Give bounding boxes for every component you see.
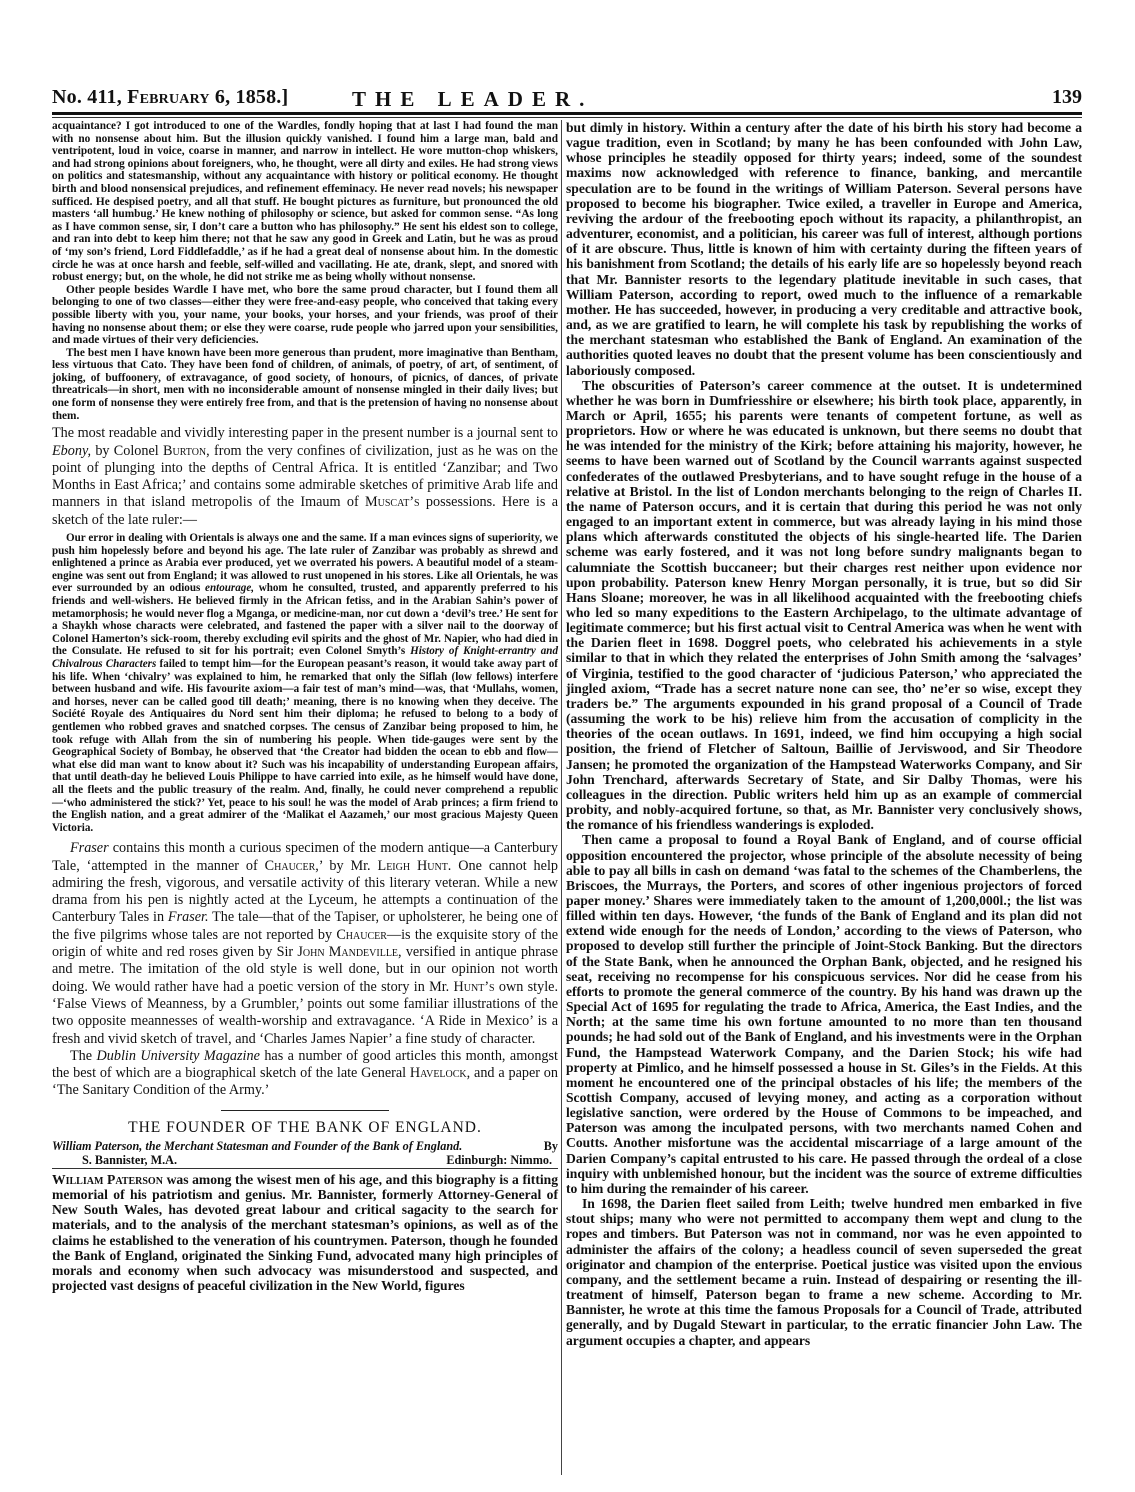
review-text-2 — [52, 840, 558, 1099]
italic-word: entourage, — [205, 582, 255, 595]
article-byline — [52, 1139, 558, 1153]
text: failed to tempt him—for the European peasant’s reason, it would take away part of his life. When ‘chivalry’ was explained to him, he remarked that only the Siflah (low fellows) interfere between husband and wife. His favourite axiom—a fair test of man’s mind—was, that ‘Mullahs, women, and horses, never can be called good till death;’ meaning, there is no knowing when they deceive. The Société Royale des Antiquaires du Nord sent him their diploma; he refused to belong to a body of gentlemen who robbed graves and snatched corpses. The census of Zanzibar being proposed to him, he took refuge with Allah from the sin of numbering his people. When tide-gauges were sent by the Geographical Society of Bombay, he observed that ‘the Creator had bidden the ocean to ebb and flow—what else did man want to know about it? Such was his incapability of understanding European affairs, that until death-day he believed Louis Philippe to have carried into exile, as he himself would have done, all the fleets and the public treasury of the realm. And, finally, he could never comprehend a republic—‘who administered the stick?’ Yet, peace to his soul! he was the model of Arab princes; a firm friend to the English nation, and a great admirer of the ‘Malikat el Aazameh,’ our most gracious Majesty Queen Victoria. — [52, 657, 558, 834]
text: ’ by Mr. — [318, 857, 378, 874]
right-column — [566, 120, 1082, 1348]
quote-paragraph — [52, 532, 558, 834]
lead-name: William Paterson — [52, 1171, 163, 1187]
journal-title: Fraser. — [167, 909, 209, 926]
article-paragraph — [52, 1172, 558, 1294]
author-name: John Mandeville, — [297, 944, 402, 961]
text: versified in antique phrase and metre. The imitation of the old style is well done, but in our opinion not worth doing. We would rather have had a poetic version of the story in Mr. — [52, 944, 558, 995]
article-paragraph: In 1698, the Darien fleet sailed from Leith; twelve hundred men embarked in five stout ships; many who were not permitted to accompany them wept and clung to the ropes and timbers. But Paterson was not in command, nor was he even appointed to administer the affairs of the colony; a headless council of seven superseded the great originator and champion of the enterprise. Poetical justice was visited upon the envious company, and the settlement became a ruin. Instead of despairing or resenting the ill-treatment of himself, Paterson began to frame a new scheme. According to Mr. Bannister, he wrote at this time the famous Proposals for a Council of Trade, attributed generally, and by Dugald Stewart in particular, to the erratic financier John Law. The argument occupies a chapter, and appears — [566, 1196, 1082, 1348]
article-heading: THE FOUNDER OF THE BANK OF ENGLAND. — [128, 1118, 482, 1136]
article-paragraph: but dimly in history. Within a century after the date of his birth his story had become a vague tradition, even in Scotland; by many he has been confounded with John Law, whose principles he steadily opposed for thirty years; indeed, some of the soundest maxims now acknowledged with reference to finance, banking, and mercantile speculation are to be found in the writings of William Paterson. Several persons have proposed to become his biographer. Twice exiled, a traveller in Europe and America, reviving the ardour of the freebooting epoch without its rapacity, a philanthropist, an adventurer, economist, and a politician, his career was full of interest, although portions of it are obscure. Thus, little is known of him with certainty during the fifteen years of his banishment from Scotland; the details of his early life are so hopelessly beyond reach that Mr. Bannister resorts to the legendary platitude inevitable in such cases, that William Paterson, according to report, owed much to the influence of a remarkable mother. He has succeeded, however, in producing a very creditable and attractive book, and, as we are gratified to learn, he will complete his task by republishing the works of the merchant statesman who established the Bank of England. An examination of the authorities quoted leaves no doubt that the present volume has been conscientiously and laboriously composed. — [566, 120, 1082, 378]
issue-number: No. 411, — [52, 86, 122, 108]
text: One cannot help admiring the fresh, vigorous, and versatile activity of this literary veteran. While a new drama from his pen is nightly acted at the Lyceum, he attempts a continuation of the Canterbury Tales in — [52, 857, 558, 926]
text: possessions. Here is a sketch of the late ruler:— — [52, 494, 558, 528]
article-continuation — [566, 120, 1082, 1348]
text: Our error in dealing with Orientals is always one and the same. If a man evinces signs of superiority, we push him hopelessly before and beyond his age. The late ruler of Zanzibar was probably as shrewd and enlightened a prince as Arabia ever produced, yet we overrated his powers. A beautiful model of a steam-engine was sent out from England; it was allowed to rust unopened in his stores. Like all Orientals, he was ever surrounded by an odious — [52, 532, 558, 595]
byline-by: By — [543, 1138, 558, 1153]
article-paragraph: The obscurities of Paterson’s career commence at the outset. It is undetermined whether he was born in Dumfriesshire or elsewhere; his birth took place, apparently, in March or April, 1655; his parents were tenants of competent fortune, as well as proprietors. How or where he was educated is unknown, but there seems no doubt that he was intended for the ministry of the Kirk; before attaining his majority, however, he seems to have been warned out of Scotland by the Council warrants against suspected confederates of the outlawed Presbyterians, and to have sought refuge in the house of a relative at Bristol. In the list of London merchants belonging to the reign of Charles II. the name of Paterson occurs, and it is certain that during this period he was not only engaged to an important extent in commerce, but was already laying in his mind those plans which afterwards constituted the objects of his single-hearted life. The Darien scheme was early fostered, and it was not long before sundry malignants began to calumniate the Scottish buccaneer; but their charges rest neither upon evidence nor upon probability. Paterson knew Henry Morgan personally, it is true, but so did Sir Hans Sloane; moreover, he was in all likelihood acquainted with the freebooting chiefs who led so many expeditions to the Eastern Archipelago, to the ultimate advantage of legitimate commerce; but his first actual visit to Central America was when he went with the Darien fleet in 1698. Doggrel poets, who celebrated his achievements in a style similar to that in which they related the enterprises of John Smith among the ‘salvages’ of Virginia, testified to the good character of ‘judicious Paterson,’ who appreciated the jingled axiom, “Trade has a secret nature none can see, tho’ ne’er so wise, except they traders be.” The arguments expounded in his grand proposal of a Council of Trade (assuming the work to be his) relieve him from the accusation of complicity in the theories of the ocean outlaws. In 1691, indeed, we find him occupying a high social position, the friend of Fletcher of Saltoun, Baillie of Jerviswood, and Sir Theodore Jansen; he promoted the organization of the Hampstead Waterworks Company, and Sir John Trenchard, afterwards Secretary of State, and Sir Dalby Thomas, were his colleagues in the direction. Public writers held him up as an example of commercial probity, and nobly-acquired fortune, so that, as Mr. Bannister very conclusively shows, the romance of his friendless wanderings is exploded. — [566, 377, 1082, 833]
column-divider — [561, 120, 562, 1475]
text: The tale—that of the Tapiser, or upholsterer, he being one of the five pilgrims whose tales are not reported by — [52, 909, 558, 943]
book-title: History of Knight-errantry and Chivalrous Characters — [52, 645, 558, 670]
journal-title: Ebony, — [52, 442, 92, 459]
masthead — [52, 86, 1082, 114]
issue-line — [52, 86, 288, 109]
journal-title: Fraser — [70, 840, 109, 857]
left-column — [52, 120, 558, 1293]
quote-paragraph: acquaintance? I got introduced to one of the Wardles, fondly hoping that at last I had found the man with no nonsense about him. But the illusion quickly vanished. I found him a large man, bald and ventripotent, loud in voice, coarse in manner, and narrow in intellect. He wore mutton-chop whiskers, and had strong opinions about foreigners, who, he thought, were all dirty and exiles. He had strong views on politics and statesmanship, without any acquaintance with history or political economy. He thought birth and blood nonsensical prejudices, and refinement effeminacy. He never read novels; his newspaper sufficed. He despised poetry, and all that stuff. He bought pictures as furniture, but pronounced the old masters ‘all humbug.’ He knew nothing of philosophy or science, but asked for common sense. “As long as I have common sense, sir, I don’t care a button who has philosophy.” He sent his eldest son to college, and ran into debt to keep him there; not that he saw any good in Greek and Latin, but he was as proud of ‘my son’s friend, Lord Fiddlefaddle,’ as if he had a great deal of nonsense about him. In the domestic circle he was at once harsh and feeble, self-willed and vacillating. He ate, drank, slept, and snored with robust energy; but, on the whole, he did not strike me as being wholly without nonsense. — [52, 120, 558, 284]
text: The — [70, 1047, 97, 1064]
fraser-paragraph — [52, 840, 558, 1048]
author-name: Chaucer, — [264, 857, 319, 874]
place-name: Muscat’s — [365, 494, 420, 511]
article-paragraph: Then came a proposal to found a Royal Bank of England, and of course official opposition encountered the projector, whose principle of the absolute necessity of being able to pay all bills in cash on demand ‘was fatal to the schemes of the Chamberlens, the Briscoes, the Murrays, the Porters, and scores of other ingenious projectors of forced paper money.’ Shares were immediately taken to the amount of 1,200,000l.; the list was filled within ten days. However, ‘the funds of the Bank of England and its plan did not extend wide enough for the needs of London,’ according to the views of Paterson, who proposed to develop still further the principle of Joint-Stock Banking. But the directors of the State Bank, when he announced the Orphan Bank, objected, and he resigned his seat, receiving no recompense for his conspicuous services. Nor did he cease from his efforts to promote the general commerce of the country. By his hand was drawn up the Special Act of 1695 for regulating the trade to Africa, America, the East Indies, and the North; at the same time his own fortune amounted to no more than ten thousand pounds; he had sold out of the Bank of England, and his investments were in the Orphan Fund, the Hampstead Waterwork Company, and the Darien Stock; his wife had property at Pimlico, and he himself possessed a house in St. Giles’s in the Fields. At this moment he encountered one of the principal obstacles of his life; the members of the Scottish Company, accused of levying money, and acting as a corporation without legislative sanction, were ordered by the House of Commons to be impeached, and Paterson was among the inculpated persons, with two merchants named Cohen and Coutts. Another misfortune was the accidental miscarriage of a large amount of the Darien Company’s capital entrusted to his care. He passed through the ordeal of a close inquiry with unblemished honour, but the incident was the source of extreme difficulties to him during the remainder of his career. — [566, 832, 1082, 1196]
journal-title: Dublin University Magazine — [96, 1047, 260, 1064]
text: —is the exquisite story of the origin of white and red roses given by Sir — [52, 926, 558, 961]
text: The most readable and vividly interesting paper in the present number is a journal sent to — [52, 425, 558, 442]
text: by Colonel — [91, 442, 164, 459]
masthead-rule-thin — [52, 117, 1082, 118]
review-text — [52, 425, 558, 529]
dublin-paragraph — [52, 1048, 558, 1100]
ebony-paragraph — [52, 425, 558, 529]
author-name: Leigh Hunt. — [377, 857, 452, 874]
author-name: Chaucer — [336, 926, 387, 943]
author-name: Burton, — [163, 442, 210, 459]
person-name: Havelock, — [409, 1065, 471, 1082]
section-separator — [221, 1110, 389, 1111]
text: and a paper on ‘The Sanitary Condition of the Army.’ — [52, 1065, 558, 1099]
newspaper-title: THE LEADER. — [352, 87, 594, 111]
masthead-rule — [52, 112, 1082, 115]
quote-paragraph: The best men I have known have been more generous than prudent, more imaginative than Bentham, less virtuous that Cato. They have been fond of children, of animals, of poetry, of art, of sentiment, of joking, of buffoonery, of extravagance, of good society, of honours, of picnics, of dances, of private threatricals—in short, men with no inconsiderable amount of nonsense mingled in their daily lives; but one form of nonsense they were entirely free from, and that is the pretension of having no nonsense about them. — [52, 346, 558, 422]
text: own style. ‘False Views of Meanness, by a Grumbler,’ points out some familiar illustrations of the two opposite meannesses of wealth-worship and extravagance. ‘A Ride in Mexico’ is a fresh and vivid sketch of travel, and ‘Charles James Napier’ a fine study of character. — [52, 978, 558, 1047]
text: from the very confines of civilization, just as he was on the point of plunging into the depths of Central Africa. It is entitled ‘Zanzibar; and Two Months in East Africa;’ and contains some admirable sketches of primitive Arab life and manners in that island metropolis of the Imaum of — [52, 442, 558, 511]
book-author: S. Bannister, M.A. — [82, 1152, 178, 1167]
quoted-extract — [52, 120, 558, 422]
article-body — [52, 1172, 558, 1294]
quote-paragraph: Other people besides Wardle I have met, who bore the same proud character, but I found them all belonging to one of two classes—either they were free-and-easy people, who conceived that taking every possible liberty with you, your name, your books, your horses, and your friends, was proof of their having no nonsense about them; or else they were coarse, rude people who jarred upon your sensibilities, and made virtues of their very deficiencies. — [52, 283, 558, 347]
text: has a number of good articles this month, amongst the best of which are a biographical sketch of the late General — [52, 1047, 558, 1082]
book-title: William Paterson, the Merchant Statesman and Founder of the Bank of England. — [52, 1138, 463, 1153]
text: was among the wisest men of his age, and this biography is a fitting memorial of his patriotism and genius. Mr. Bannister, formerly Attorney-General of New South Wales, has devoted great labour and critical sagacity to the search for materials, and to the analysis of the merchant statesman’s opinions, as well as of the claims he established to the veneration of his countrymen. Paterson, though he founded the Bank of England, originated the Sinking Fund, advocated many high principles of morals and economy when such advocacy was misunderstood and suspected, and projected vast designs of peaceful civilization in the New World, figures — [52, 1171, 558, 1294]
text: whom he consulted, trusted, and apparently preferred to his friends and well-wishers. He believed firmly in the African fetiss, and in the Arabian Sahin’s power of metamorphosis; he would never flog a Mganga, or medicine-man, nor cut down a ‘devil’s tree.’ He sent for a Shaykh whose characts were celebrated, and fastened the paper with a silver nail to the doorway of Colonel Hamerton’s sick-room, thereby excluding evil spirits and the ghost of Mr. Napier, who had died in the Consulate. He refused to sit for his portrait; even Colonel Smyth’s — [52, 582, 558, 658]
issue-date: February 6, 1858.] — [127, 86, 289, 108]
text: contains this month a curious specimen of the modern antique—a Canterbury Tale, ‘attempted in the manner of — [52, 840, 558, 874]
author-name: Hunt’s — [453, 978, 495, 995]
byline-details — [52, 1153, 558, 1169]
newspaper-page — [52, 0, 1082, 1492]
book-publisher: Edinburgh: Nimmo. — [446, 1152, 552, 1167]
zanzibar-extract — [52, 532, 558, 834]
page-number: 139 — [1052, 86, 1082, 108]
